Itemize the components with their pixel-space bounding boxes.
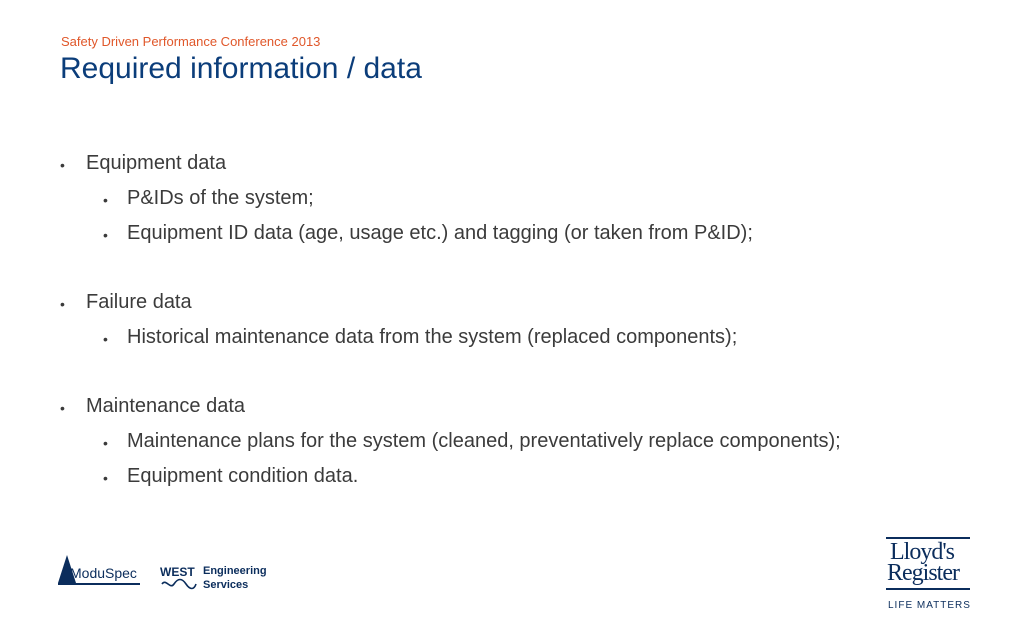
list-item: Equipment ID data (age, usage etc.) and tagging (or taken from P&ID); (127, 222, 753, 244)
wave-icon (160, 578, 198, 590)
list-item: Maintenance plans for the system (cleaned, preventatively replace components); (127, 430, 841, 452)
bullet-icon: • (60, 400, 65, 416)
bullet-icon: • (103, 331, 108, 347)
list-item: P&IDs of the system; (127, 187, 314, 209)
conference-label: Safety Driven Performance Conference 2013 (61, 34, 321, 49)
bullet-icon: • (103, 435, 108, 451)
list-item: Historical maintenance data from the system (replaced components); (127, 326, 738, 348)
moduspec-wordmark: ModuSpec (70, 565, 137, 581)
logo-rule-bottom (886, 588, 970, 590)
bullet-icon: • (103, 470, 108, 486)
bullet-icon: • (103, 192, 108, 208)
bullet-icon: • (60, 296, 65, 312)
list-item: Equipment condition data. (127, 465, 359, 487)
logo-underline (58, 583, 140, 585)
lloyds-wordmark-line1: Lloyd's (890, 539, 954, 565)
west-engineering-text: Engineering (203, 565, 267, 577)
west-wordmark: WEST (160, 565, 195, 579)
section-heading: Maintenance data (86, 395, 246, 417)
west-services-text: Services (203, 579, 249, 591)
section-heading: Failure data (86, 291, 192, 313)
lloyds-tagline: LIFE MATTERS (888, 600, 971, 611)
moduspec-logo (58, 555, 148, 589)
page-title: Required information / data (60, 52, 422, 85)
west-engineering-logo (160, 565, 280, 595)
bullet-icon: • (103, 227, 108, 243)
bullet-icon: • (60, 157, 65, 173)
section-heading: Equipment data (86, 152, 227, 174)
lloyds-register-logo (886, 537, 972, 617)
lloyds-wordmark-line2: Register (887, 560, 959, 586)
